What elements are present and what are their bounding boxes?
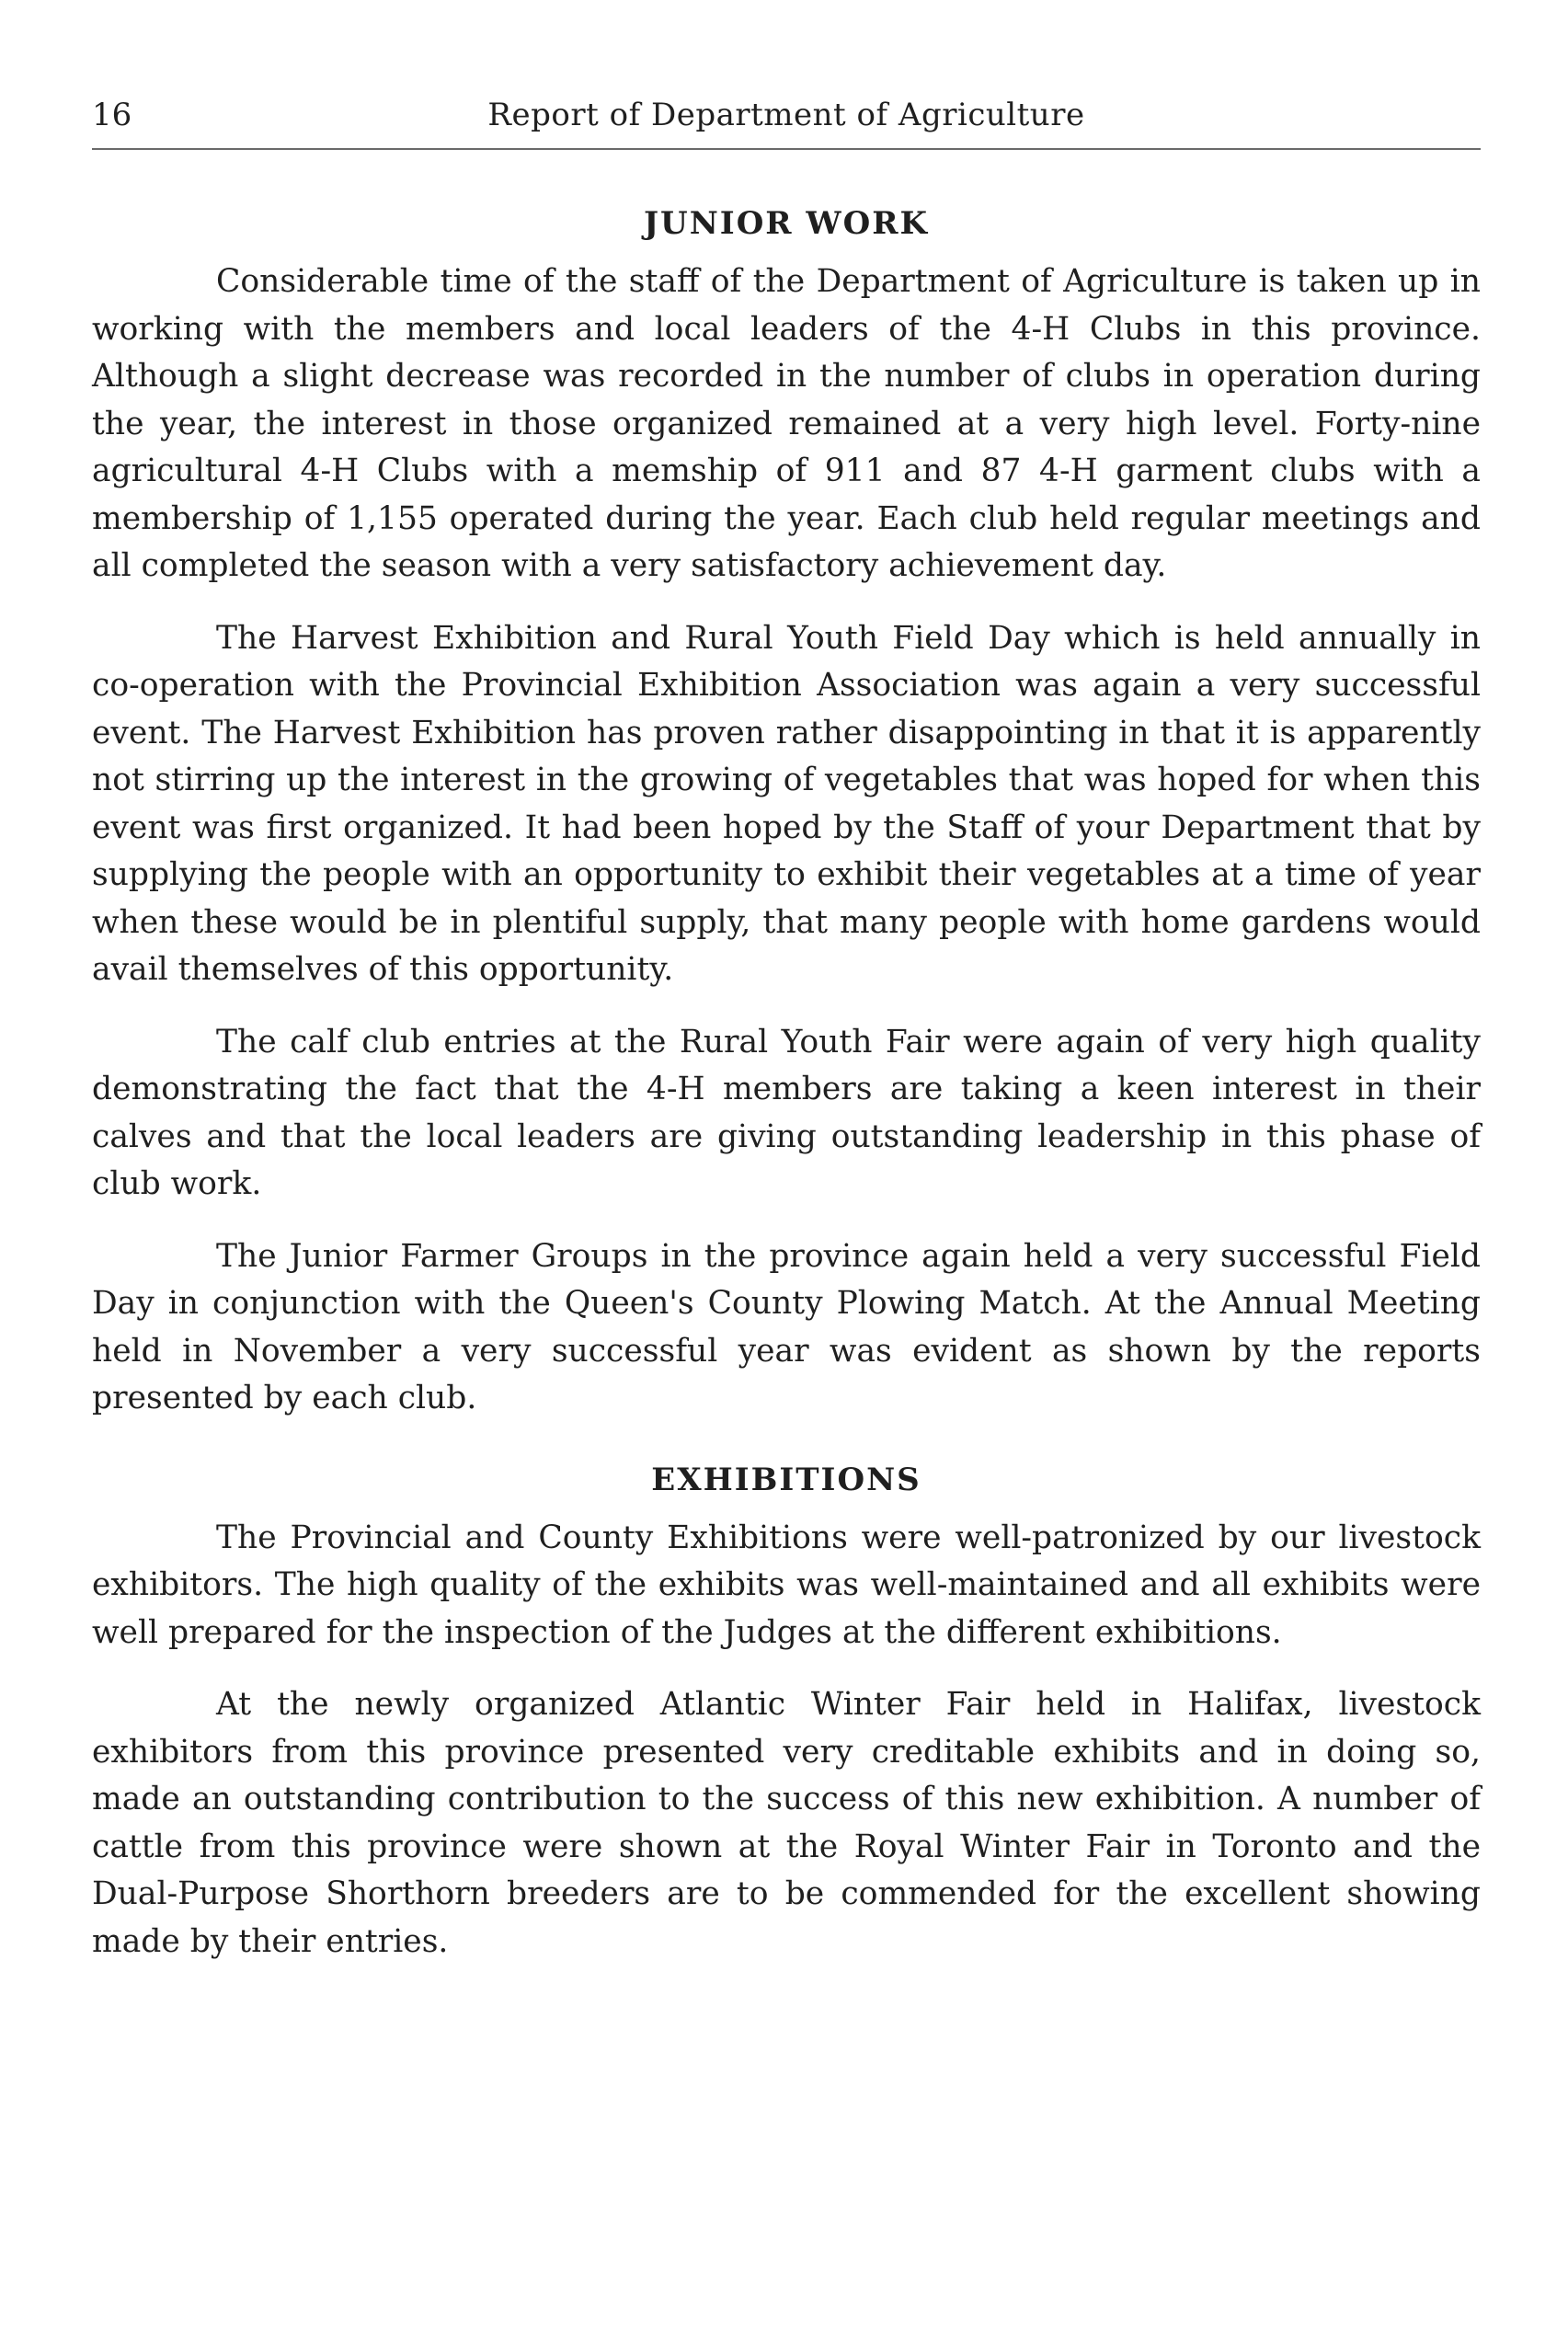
running-header [92, 87, 1481, 143]
section-junior-work [92, 205, 1481, 1423]
running-title: Report of Department of Agriculture [487, 97, 1085, 133]
section-heading: JUNIOR WORK [643, 205, 930, 242]
header-rule [92, 148, 1481, 150]
paragraph: The Junior Farmer Groups in the province again held a very successful Field Day in conjunction with the Queen's County Plowing Match. At the Annual Meeting held in November a very successful year was evident as shown by the reports presented by each club. [92, 1237, 1481, 1416]
paragraph: At the newly organized Atlantic Winter Fair held in Halifax, livestock exhibitors from this province presented very creditable exhibits and in doing so, made an outstanding contribution to the success of this new exhibition. A number of cattle from this province were shown at the Royal Winter Fair in Toronto and the Dual-Purpose Shorthorn breeders are to be commended for the excellent showing made by their entries. [92, 1686, 1481, 1960]
page-number: 16 [92, 97, 132, 133]
paragraph: The Harvest Exhibition and Rural Youth Field Day which is held annually in co-operation with the Provincial Exhibition Association was again a very successful event. The Harvest Exhibition has proven rather disappointing in that it is apparently not stirring up the interest in the growing of vegetables that was hoped for when this event was first organized. It had been hoped by the Staff of your Department that by supplying the people with an opportunity to exhibit their vegetables at a time of year when these would be in plentiful supply, that many people with home gardens would avail themselves of this opportunity. [92, 619, 1481, 988]
document-page [92, 87, 1481, 1990]
section-heading: EXHIBITIONS [651, 1461, 921, 1498]
paragraph: Considerable time of the staff of the Department of Agriculture is taken up in working with the members and local leaders of the 4-H Clubs in this province. Although a slight decrease was recorded in the number of clubs in operation during the year, the interest in those organized remained at a very high level. Forty-nine agricultural 4-H Clubs with a memship of 911 and 87 4-H garment clubs with a membership of 1,155 operated during the year. Each club held regular meetings and all completed the season with a very satisfactory achievement day. [92, 263, 1481, 584]
paragraph: The Provincial and County Exhibitions were well-patronized by our livestock exhibitors. The high quality of the exhibits was well-maintained and all exhibits were well prepared for the inspection of the Judges at the different exhibitions. [92, 1519, 1481, 1651]
paragraph: The calf club entries at the Rural Youth Fair were again of very high quality demonstrating the fact that the 4-H members are taking a keen interest in their calves and that the local leaders are giving outstanding leadership in this phase of club work. [92, 1023, 1481, 1202]
section-exhibitions [92, 1462, 1481, 1966]
